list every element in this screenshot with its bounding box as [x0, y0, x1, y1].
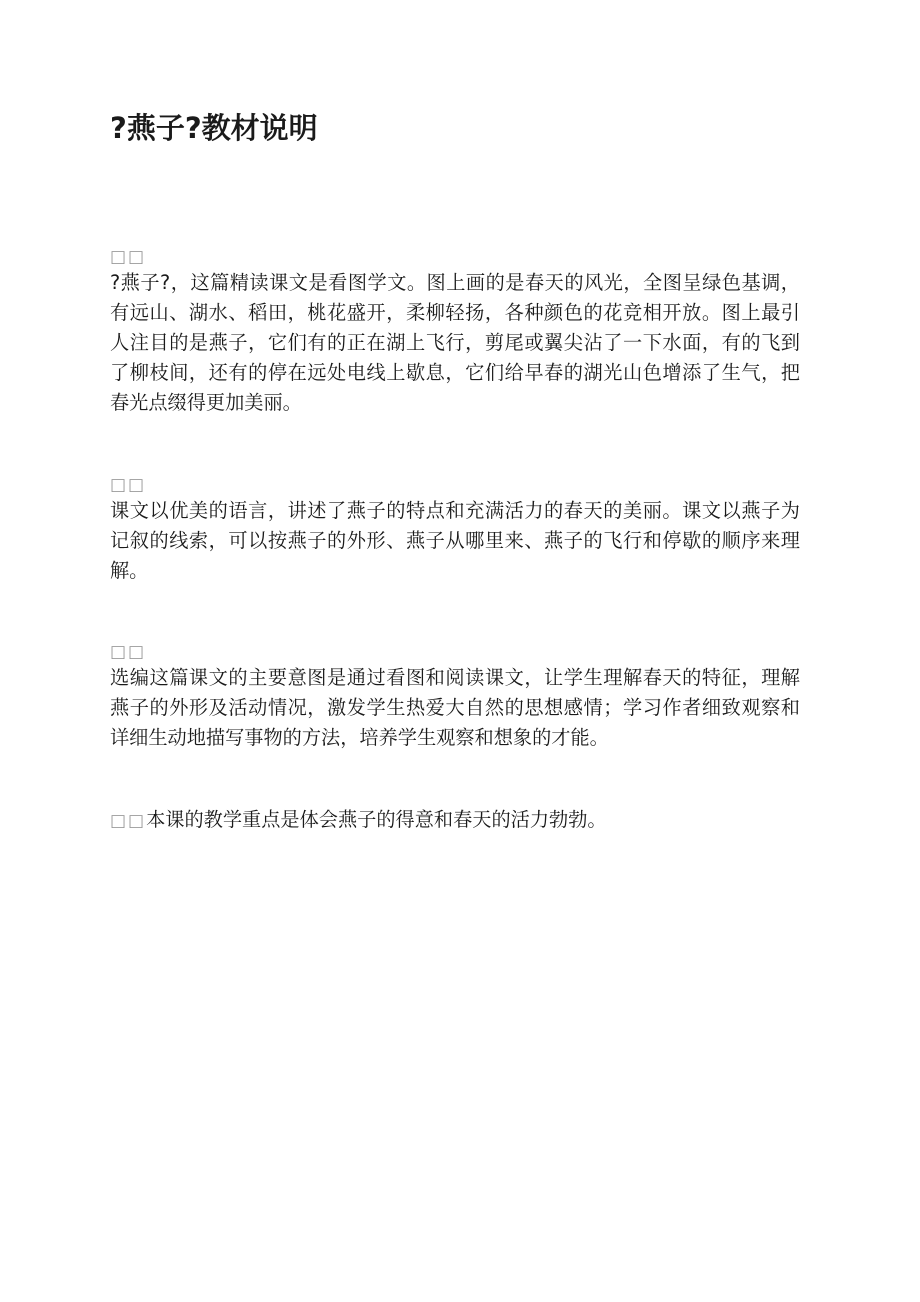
- paragraph-4: [110, 805, 800, 836]
- section-marker: □□: [110, 811, 147, 831]
- section-4: [110, 805, 800, 836]
- section-marker: □□: [110, 247, 147, 267]
- section-3: [110, 641, 800, 753]
- paragraph-1: ?燕子?，这篇精读课文是看图学文。图上画的是春天的风光，全图呈绿色基调，有远山、湖水、稻田，桃花盛开，柔柳轻扬，各种颜色的花竞相开放。图上最引人注目的是燕子，它们有的正在湖上飞行，剪尾或翼尖沾了一下水面，有的飞到了柳枝间，还有的停在远处电线上歇息，它们给早春的湖光山色增添了生气，把春光点缀得更加美丽。: [110, 271, 800, 414]
- paragraph-3: 选编这篇课文的主要意图是通过看图和阅读课文，让学生理解春天的特征，理解燕子的外形及活动情况，激发学生热爱大自然的思想感情；学习作者细致观察和详细生动地描写事物的方法，培养学生观察和想象的才能。: [110, 666, 800, 749]
- section-2: [110, 474, 800, 586]
- section-1: [110, 246, 800, 418]
- section-marker: □□: [110, 642, 147, 662]
- paragraph-2: 课文以优美的语言，讲述了燕子的特点和充满活力的春天的美丽。课文以燕子为记叙的线索，可以按燕子的外形、燕子从哪里来、燕子的飞行和停歇的顺序来理解。: [110, 499, 800, 582]
- paragraph-4-text: 本课的教学重点是体会燕子的得意和春天的活力勃勃。: [146, 808, 607, 831]
- section-marker: □□: [110, 475, 147, 495]
- document-title: ?燕子?教材说明: [110, 111, 318, 145]
